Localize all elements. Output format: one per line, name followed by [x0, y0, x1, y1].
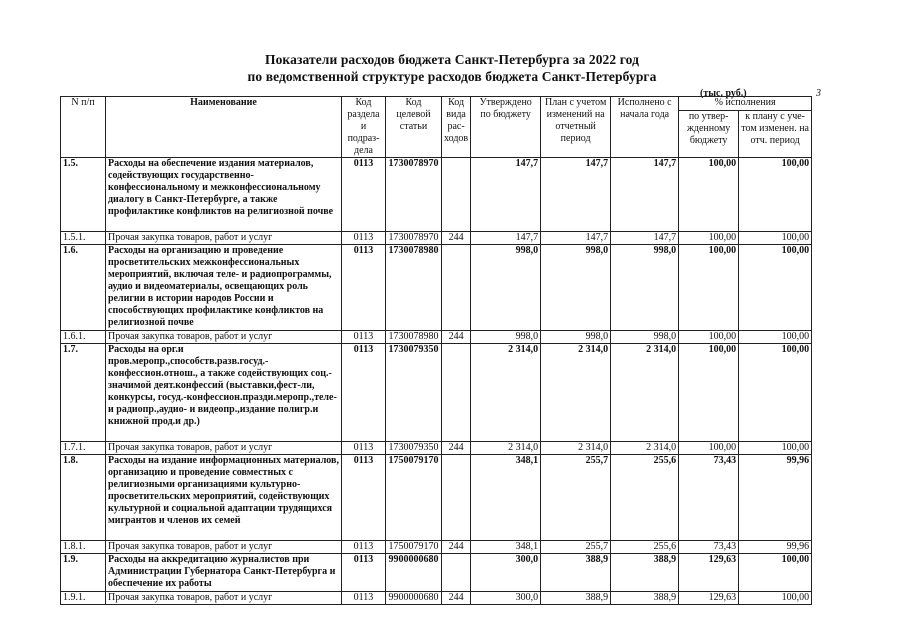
- cell-pct-approved: 100,00: [679, 158, 739, 232]
- cell-name: Расходы на организацию и проведение просветительских межконфессиональных мероприятий, включая теле- и радиопрограммы, аудио и видеоматериалы, освещающих роль религии в истории народов России и способствующих профилактике конфликтов на религиозной почве: [106, 245, 342, 331]
- cell-type: 244: [442, 592, 471, 605]
- cell-name: Расходы на аккредитацию журналистов при Администрации Губернатора Санкт-Петербурга и обеспечение их работы: [106, 554, 342, 592]
- col-header-pct-plan: к плану с уче-том изменен. на отч. период: [739, 111, 812, 158]
- cell-type: [442, 245, 471, 331]
- table-row: [61, 232, 812, 245]
- cell-target: 1730078970: [386, 232, 442, 245]
- cell-plan: 255,7: [541, 541, 611, 554]
- col-header-pct-group: % исполнения: [679, 97, 812, 111]
- cell-name: Расходы на обеспечение издания материалов, содействующих государственно-конфессиональному и межконфессиональному диалогу в Санкт-Петербурге, а также профилактике конфликтов на религиозной почве: [106, 158, 342, 232]
- cell-num: 1.5.1.: [61, 232, 106, 245]
- cell-plan: 998,0: [541, 331, 611, 344]
- cell-plan: 147,7: [541, 232, 611, 245]
- cell-plan: 2 314,0: [541, 344, 611, 442]
- cell-section: 0113: [342, 158, 386, 232]
- cell-approved: 147,7: [471, 158, 541, 232]
- table-row: [61, 541, 812, 554]
- cell-pct-plan: 100,00: [739, 245, 812, 331]
- cell-target: 1730078980: [386, 245, 442, 331]
- cell-pct-plan: 100,00: [739, 344, 812, 442]
- cell-type: 244: [442, 331, 471, 344]
- cell-pct-approved: 73,43: [679, 455, 739, 541]
- cell-approved: 348,1: [471, 455, 541, 541]
- cell-pct-approved: 100,00: [679, 331, 739, 344]
- cell-approved: 998,0: [471, 245, 541, 331]
- document-subtitle: по ведомственной структуре расходов бюджета Санкт-Петербурга: [247, 69, 657, 84]
- cell-target: 9900000680: [386, 592, 442, 605]
- cell-plan: 388,9: [541, 592, 611, 605]
- cell-executed: 998,0: [611, 245, 679, 331]
- cell-target: 1730078970: [386, 158, 442, 232]
- cell-plan: 255,7: [541, 455, 611, 541]
- cell-approved: 998,0: [471, 331, 541, 344]
- cell-plan: 147,7: [541, 158, 611, 232]
- cell-approved: 2 314,0: [471, 442, 541, 455]
- cell-type: [442, 344, 471, 442]
- col-header-num: N п/п: [61, 97, 106, 158]
- cell-plan: 998,0: [541, 245, 611, 331]
- cell-section: 0113: [342, 331, 386, 344]
- document-title: Показатели расходов бюджета Санкт-Петербурга за 2022 год: [264, 52, 640, 67]
- table-row: [61, 245, 812, 331]
- cell-executed: 2 314,0: [611, 344, 679, 442]
- col-header-name: Наименование: [106, 97, 342, 158]
- cell-pct-plan: 100,00: [739, 442, 812, 455]
- cell-num: 1.6.1.: [61, 331, 106, 344]
- cell-name: Расходы на орг.и пров.меропр.,способств.разв.госуд.-конфессион.отнош., а также содействующих соц.-значимой деят.конфессий (выставки,фест-ли, конкурсы, госуд.-конфессион.празди.меропр.,теле- и радиопр.,аудио- и видеопр.,издание полигр.и книжной прод.и др.): [106, 344, 342, 442]
- cell-target: 1730078980: [386, 331, 442, 344]
- cell-target: 9900000680: [386, 554, 442, 592]
- cell-executed: 255,6: [611, 455, 679, 541]
- cell-target: 1750079170: [386, 541, 442, 554]
- cell-type: [442, 158, 471, 232]
- cell-executed: 2 314,0: [611, 442, 679, 455]
- cell-executed: 147,7: [611, 232, 679, 245]
- table-row: [61, 442, 812, 455]
- cell-pct-plan: 100,00: [739, 158, 812, 232]
- cell-section: 0113: [342, 592, 386, 605]
- cell-name: Прочая закупка товаров, работ и услуг: [106, 331, 342, 344]
- cell-type: 244: [442, 442, 471, 455]
- cell-name: Прочая закупка товаров, работ и услуг: [106, 541, 342, 554]
- cell-num: 1.9.: [61, 554, 106, 592]
- table-row: [61, 554, 812, 592]
- cell-pct-plan: 100,00: [739, 592, 812, 605]
- cell-approved: 2 314,0: [471, 344, 541, 442]
- expenditure-table: [60, 96, 812, 605]
- col-header-pct-approved: по утвер-жденному бюджету: [679, 111, 739, 158]
- cell-target: 1750079170: [386, 455, 442, 541]
- cell-pct-plan: 99,96: [739, 541, 812, 554]
- cell-section: 0113: [342, 541, 386, 554]
- table-row: [61, 344, 812, 442]
- cell-approved: 348,1: [471, 541, 541, 554]
- cell-executed: 147,7: [611, 158, 679, 232]
- page-number: 3: [816, 88, 821, 99]
- cell-pct-approved: 73,43: [679, 541, 739, 554]
- cell-target: 1730079350: [386, 344, 442, 442]
- cell-num: 1.8.: [61, 455, 106, 541]
- cell-pct-approved: 100,00: [679, 442, 739, 455]
- cell-pct-approved: 100,00: [679, 344, 739, 442]
- cell-section: 0113: [342, 554, 386, 592]
- cell-num: 1.5.: [61, 158, 106, 232]
- cell-pct-plan: 99,96: [739, 455, 812, 541]
- cell-type: [442, 455, 471, 541]
- cell-pct-approved: 100,00: [679, 245, 739, 331]
- cell-executed: 388,9: [611, 592, 679, 605]
- col-header-executed: Исполнено с начала года: [611, 97, 679, 158]
- cell-section: 0113: [342, 232, 386, 245]
- cell-type: 244: [442, 232, 471, 245]
- cell-approved: 147,7: [471, 232, 541, 245]
- cell-executed: 388,9: [611, 554, 679, 592]
- cell-approved: 300,0: [471, 554, 541, 592]
- cell-type: 244: [442, 541, 471, 554]
- cell-pct-plan: 100,00: [739, 554, 812, 592]
- cell-pct-approved: 129,63: [679, 592, 739, 605]
- unit-label: (тыс. руб.): [700, 88, 747, 99]
- table-row: [61, 455, 812, 541]
- table-row: [61, 592, 812, 605]
- cell-name: Прочая закупка товаров, работ и услуг: [106, 232, 342, 245]
- col-header-section: Код раздела и подраз-дела: [342, 97, 386, 158]
- cell-type: [442, 554, 471, 592]
- cell-plan: 388,9: [541, 554, 611, 592]
- cell-section: 0113: [342, 455, 386, 541]
- cell-name: Прочая закупка товаров, работ и услуг: [106, 592, 342, 605]
- table-row: [61, 331, 812, 344]
- cell-num: 1.7.1.: [61, 442, 106, 455]
- col-header-plan: План с учетом изменений на отчетный период: [541, 97, 611, 158]
- cell-pct-approved: 100,00: [679, 232, 739, 245]
- cell-executed: 255,6: [611, 541, 679, 554]
- cell-approved: 300,0: [471, 592, 541, 605]
- cell-target: 1730079350: [386, 442, 442, 455]
- cell-pct-plan: 100,00: [739, 331, 812, 344]
- cell-pct-plan: 100,00: [739, 232, 812, 245]
- cell-executed: 998,0: [611, 331, 679, 344]
- cell-num: 1.8.1.: [61, 541, 106, 554]
- cell-name: Расходы на издание информационных материалов, организацию и проведение совместных с религиозными организациями культурно-просветительских мероприятий, содействующих культурной и социальной адаптации трудящихся мигрантов и членов их семей: [106, 455, 342, 541]
- cell-section: 0113: [342, 344, 386, 442]
- col-header-type: Код вида рас-ходов: [442, 97, 471, 158]
- cell-num: 1.9.1.: [61, 592, 106, 605]
- col-header-target: Код целевой статьи: [386, 97, 442, 158]
- cell-pct-approved: 129,63: [679, 554, 739, 592]
- cell-num: 1.7.: [61, 344, 106, 442]
- cell-section: 0113: [342, 245, 386, 331]
- table-row: [61, 158, 812, 232]
- cell-name: Прочая закупка товаров, работ и услуг: [106, 442, 342, 455]
- col-header-approved: Утверждено по бюджету: [471, 97, 541, 158]
- cell-num: 1.6.: [61, 245, 106, 331]
- cell-plan: 2 314,0: [541, 442, 611, 455]
- cell-section: 0113: [342, 442, 386, 455]
